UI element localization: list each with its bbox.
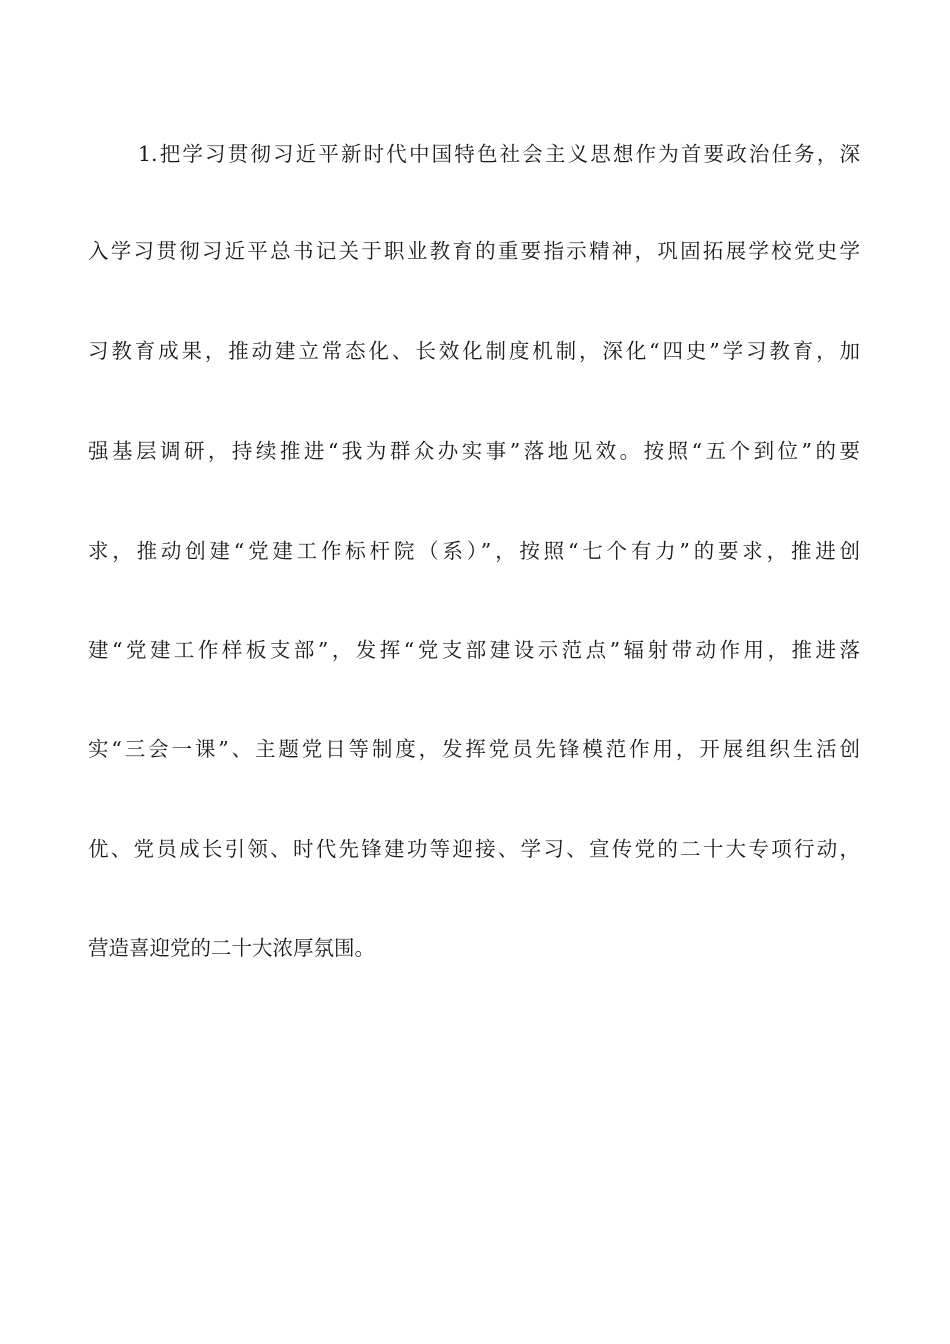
paragraph-line-3: 习教育成果，推动建立常态化、长效化制度机制，深化“四史”学习教育，加 [88,339,860,363]
paragraph-line-1: 1.把学习贯彻习近平新时代中国特色社会主义思想作为首要政治任务，深 [138,142,860,166]
paragraph-line-8: 优、党员成长引领、时代先锋建功等迎接、学习、宣传党的二十大专项行动， [88,837,860,861]
paragraph-line-9: 营造喜迎党的二十大浓厚氛围。 [88,936,375,960]
paragraph-line-5: 求，推动创建“党建工作标杆院（系）”，按照“七个有力”的要求，推进创 [88,539,860,563]
paragraph-line-7: 实“三会一课”、主题党日等制度，发挥党员先锋模范作用，开展组织生活创 [88,737,860,761]
paragraph-line-6: 建“党建工作样板支部”，发挥“党支部建设示范点”辐射带动作用，推进落 [88,638,860,662]
paragraph-line-4: 强基层调研，持续推进“我为群众办实事”落地见效。按照“五个到位”的要 [88,439,860,463]
paragraph-line-2: 入学习贯彻习近平总书记关于职业教育的重要指示精神，巩固拓展学校党史学 [88,239,860,263]
